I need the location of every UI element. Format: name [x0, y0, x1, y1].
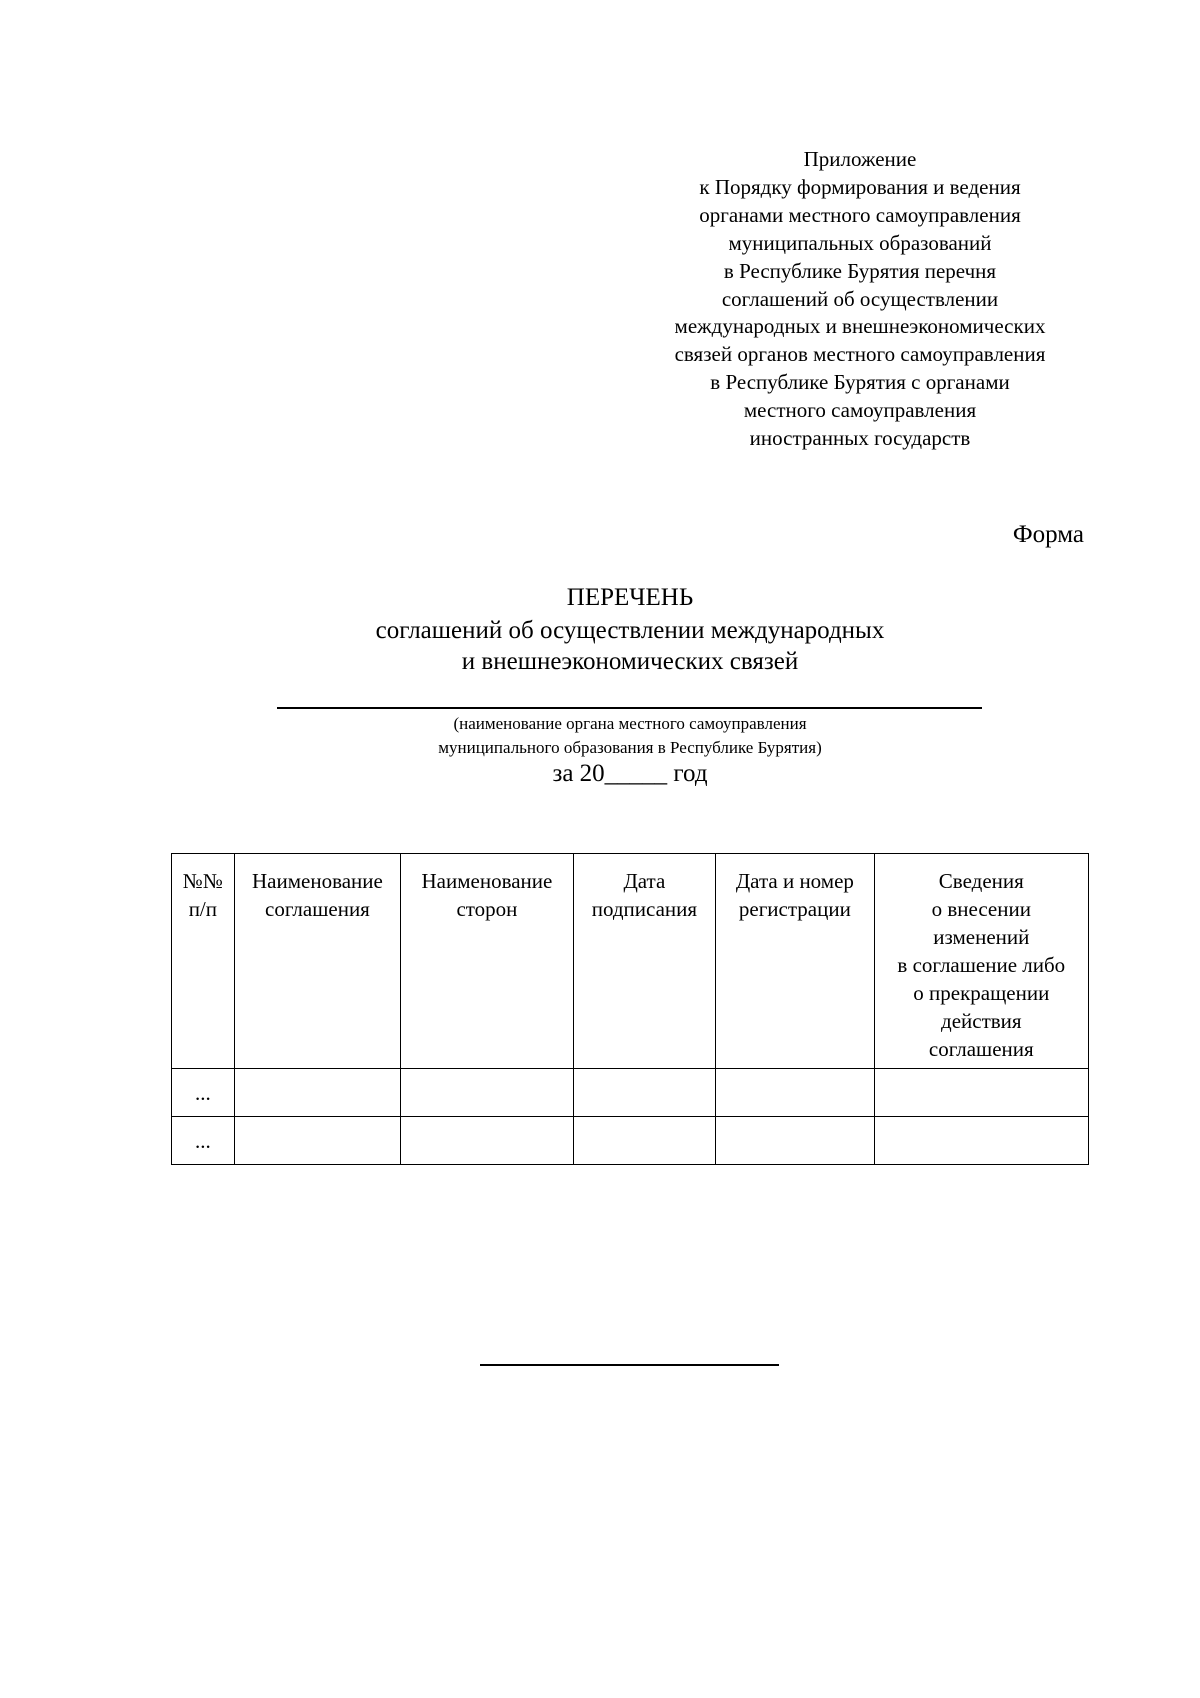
appendix-line: иностранных государств	[749, 426, 971, 451]
agreements-table	[171, 853, 1089, 1165]
appendix-line: муниципальных образований	[728, 230, 992, 255]
org-caption-line: муниципального образования в Республике Бурятия)	[438, 738, 822, 757]
header-number: №№ п/п	[172, 854, 235, 1069]
table-cell: ...	[172, 1069, 235, 1117]
org-name-blank-line	[277, 707, 982, 709]
appendix-line: международных и внешнеэкономических	[674, 314, 1046, 339]
year-line: за 20_____ год	[552, 760, 708, 787]
appendix-line: местного самоуправления	[743, 398, 977, 423]
header-signing-date: Дата подписания	[573, 854, 716, 1069]
table-cell	[234, 1117, 401, 1165]
appendix-line: в Республике Бурятия перечня	[723, 258, 997, 283]
footer-divider-line	[480, 1364, 779, 1366]
appendix-line: Приложение	[803, 147, 917, 171]
table-cell	[573, 1069, 716, 1117]
document-title: ПЕРЕЧЕНЬ	[566, 584, 694, 611]
table-cell	[573, 1117, 716, 1165]
header-agreement-name: Наименование соглашения	[234, 854, 401, 1069]
table-header-row	[172, 854, 1089, 1069]
appendix-block	[640, 146, 1080, 453]
table-cell	[234, 1069, 401, 1117]
appendix-line: соглашений об осуществлении	[721, 286, 999, 311]
table-cell	[874, 1069, 1088, 1117]
table-cell: ...	[172, 1117, 235, 1165]
table-cell	[716, 1069, 874, 1117]
table-cell	[716, 1117, 874, 1165]
table-cell	[874, 1117, 1088, 1165]
table-cell	[401, 1117, 573, 1165]
table-row	[172, 1069, 1089, 1117]
table-cell	[401, 1069, 573, 1117]
header-registration: Дата и номер регистрации	[716, 854, 874, 1069]
header-parties-name: Наименование сторон	[401, 854, 573, 1069]
appendix-line: органами местного самоуправления	[699, 202, 1021, 227]
table-row	[172, 1117, 1089, 1165]
form-label: Форма	[1012, 521, 1084, 548]
document-subtitle-line: соглашений об осуществлении международных	[375, 617, 885, 644]
header-changes-info: Сведения о внесении изменений в соглашение либо о прекращении действия соглашения	[874, 854, 1088, 1069]
appendix-line: в Республике Бурятия с органами	[710, 370, 1010, 395]
appendix-line: связей органов местного самоуправления	[674, 342, 1046, 367]
document-subtitle-line: и внешнеэкономических связей	[461, 648, 799, 675]
appendix-line: к Порядку формирования и ведения	[699, 174, 1021, 199]
org-name-caption	[300, 712, 960, 760]
org-caption-line: (наименование органа местного самоуправления	[453, 714, 807, 733]
